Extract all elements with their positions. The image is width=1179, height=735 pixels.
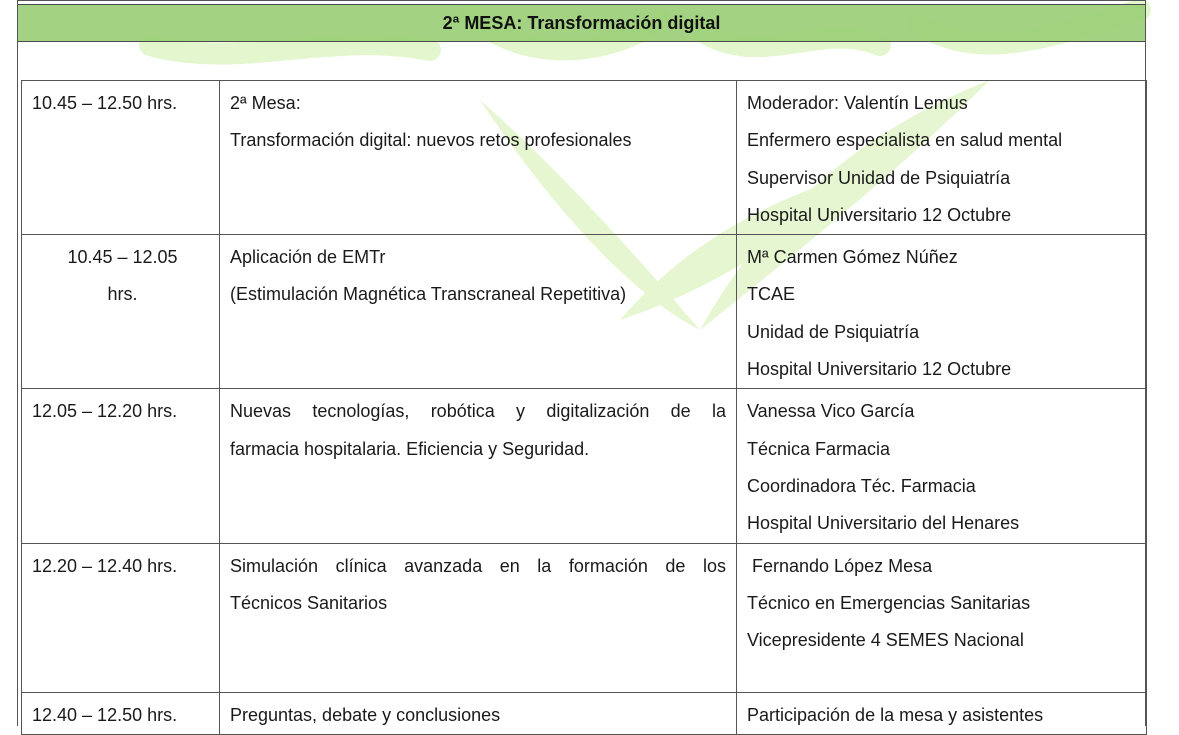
speaker-cell bbox=[737, 543, 1147, 692]
speaker-line: Participación de la mesa y asistentes bbox=[747, 704, 1044, 725]
topic-line: Transformación digital: nuevos retos profesionales bbox=[230, 130, 632, 151]
speaker-line: Moderador: Valentín Lemus bbox=[747, 93, 968, 113]
topic-line: farmacia hospitalaria. Eficiencia y Seguridad. bbox=[230, 438, 590, 459]
topic-line: Preguntas, debate y conclusiones bbox=[230, 704, 501, 725]
speaker-line: Fernando López Mesa bbox=[747, 555, 933, 576]
speaker-line: Hospital Universitario 12 Octubre bbox=[747, 359, 1012, 380]
speaker-cell bbox=[737, 389, 1147, 543]
table-row bbox=[22, 692, 1147, 734]
schedule-table bbox=[21, 80, 1147, 735]
topic-cell bbox=[220, 692, 737, 734]
speaker-line: Supervisor Unidad de Psiquiatría bbox=[747, 167, 1011, 188]
speaker-cell bbox=[737, 81, 1147, 235]
speaker-line: Hospital Universitario del Henares bbox=[747, 513, 1020, 534]
topic-line: Aplicación de EMTr bbox=[230, 247, 386, 268]
table-row bbox=[22, 235, 1147, 389]
table-row bbox=[22, 81, 1147, 235]
time-cell bbox=[22, 81, 220, 235]
speaker-cell bbox=[737, 235, 1147, 389]
topic-line: 2ª Mesa: bbox=[230, 93, 301, 113]
topic-cell bbox=[220, 235, 737, 389]
time-text: hrs. bbox=[107, 284, 138, 305]
time-text: 10.45 – 12.05 bbox=[67, 247, 178, 268]
speaker-line: Hospital Universitario 12 Octubre bbox=[747, 204, 1012, 225]
session-title: 2ª MESA: Transformación digital bbox=[442, 12, 721, 33]
speaker-line: Unidad de Psiquiatría bbox=[747, 321, 920, 342]
topic-line: Simulación clínica avanzada en la formación de los bbox=[230, 555, 726, 576]
time-cell bbox=[22, 543, 220, 692]
time-cell bbox=[22, 235, 220, 389]
speaker-line: Coordinadora Téc. Farmacia bbox=[747, 475, 976, 496]
topic-cell bbox=[220, 543, 737, 692]
topic-cell bbox=[220, 389, 737, 543]
time-text: 12.05 – 12.20 hrs. bbox=[32, 401, 178, 422]
speaker-line: Mª Carmen Gómez Núñez bbox=[747, 247, 958, 268]
speaker-line: Enfermero especialista en salud mental bbox=[747, 130, 1063, 151]
speaker-line: Vicepresidente 4 SEMES Nacional bbox=[747, 630, 1024, 651]
speaker-line: Técnico en Emergencias Sanitarias bbox=[747, 592, 1031, 613]
speaker-cell bbox=[737, 692, 1147, 734]
time-text: 12.40 – 12.50 hrs. bbox=[32, 704, 178, 725]
speaker-line: Vanessa Vico García bbox=[747, 401, 915, 422]
speaker-line: Técnica Farmacia bbox=[747, 438, 891, 459]
topic-line: Técnicos Sanitarios bbox=[230, 592, 388, 613]
topic-cell bbox=[220, 81, 737, 235]
top-border bbox=[17, 0, 1146, 1]
table-row bbox=[22, 543, 1147, 692]
session-title-bar bbox=[18, 4, 1145, 42]
speaker-line: TCAE bbox=[747, 284, 796, 305]
time-cell bbox=[22, 692, 220, 734]
topic-line: Nuevas tecnologías, robótica y digitalización de la bbox=[230, 401, 726, 422]
table-row bbox=[22, 389, 1147, 543]
time-cell bbox=[22, 389, 220, 543]
topic-line: (Estimulación Magnética Transcraneal Repetitiva) bbox=[230, 284, 627, 305]
frame-left-border bbox=[17, 0, 18, 726]
time-text: 10.45 – 12.50 hrs. bbox=[32, 93, 178, 113]
time-text: 12.20 – 12.40 hrs. bbox=[32, 555, 178, 576]
